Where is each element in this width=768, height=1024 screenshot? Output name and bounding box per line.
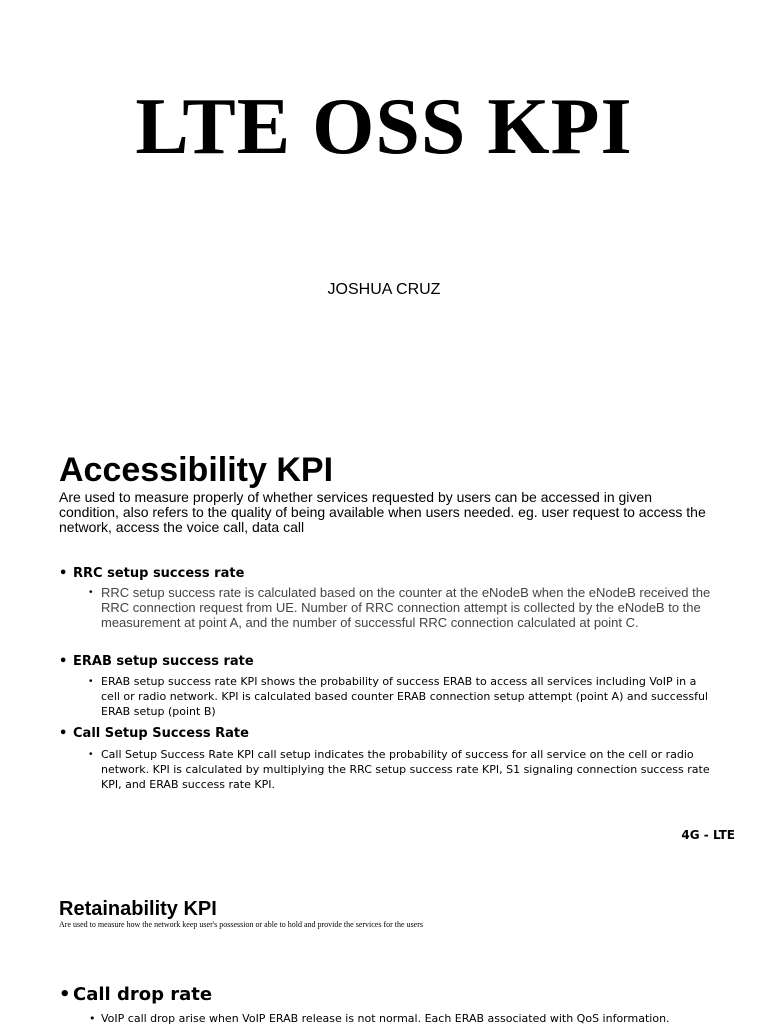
sub-item-call-drop [89,1012,670,1024]
bullet-icon: • [89,749,93,760]
sub-item-erab [89,674,711,719]
document-title: LTE OSS KPI [135,83,633,171]
list-item-label: Call Setup Success Rate [73,726,249,741]
sub-item-rrc [89,585,711,630]
list-item-label: Call drop rate [73,984,213,1005]
bullet-icon: • [59,726,68,741]
bullet-icon: • [59,566,68,581]
sub-item-text: ERAB setup success rate KPI shows the probability of success ERAB to access all services including VoIP in a cell or radio network. KPI is calculated based counter ERAB connection setup attempt (point A) and successful ERAB setup (point B) [101,675,708,718]
bullet-icon: • [89,587,93,598]
sub-item-cssr [89,747,711,792]
bullet-icon: • [89,676,93,687]
list-item-rrc [59,566,244,582]
retainability-description: Are used to measure how the network keep user's possession or able to hold and provide the services for the users [59,920,424,929]
list-item-label: ERAB setup success rate [73,654,254,669]
section-tag: 4G - LTE [681,828,735,842]
sub-item-text: RRC setup success rate is calculated based on the counter at the eNodeB when the eNodeB received the RRC connection request from UE. Number of RRC connection attempt is collected by the eNodeB to the measurement at point A, and the number of successful RRC connection calculated at point C. [101,585,711,630]
list-item-cssr [59,726,249,742]
retainability-heading: Retainability KPI [59,898,217,920]
accessibility-heading: Accessibility KPI [59,451,334,489]
bullet-icon: • [89,1012,96,1024]
accessibility-description: Are used to measure properly of whether services requested by users can be accessed in given condition, also refers to the quality of being available when users needed. eg. user request to access the network, access the voice call, data call [59,489,706,535]
author-name: JOSHUA CRUZ [327,281,441,298]
sub-item-text: VoIP call drop arise when VoIP ERAB release is not normal. Each ERAB associated with QoS information. [101,1012,670,1024]
list-item-erab [59,654,254,670]
bullet-icon: • [59,654,68,669]
sub-item-text: Call Setup Success Rate KPI call setup indicates the probability of success for all service on the cell or radio network. KPI is calculated by multiplying the RRC setup success rate KPI, S1 signaling connection success rate KPI, and ERAB success rate KPI. [101,748,710,791]
list-item-call-drop [59,984,212,1006]
list-item-label: RRC setup success rate [73,566,245,581]
bullet-icon: • [59,984,71,1005]
